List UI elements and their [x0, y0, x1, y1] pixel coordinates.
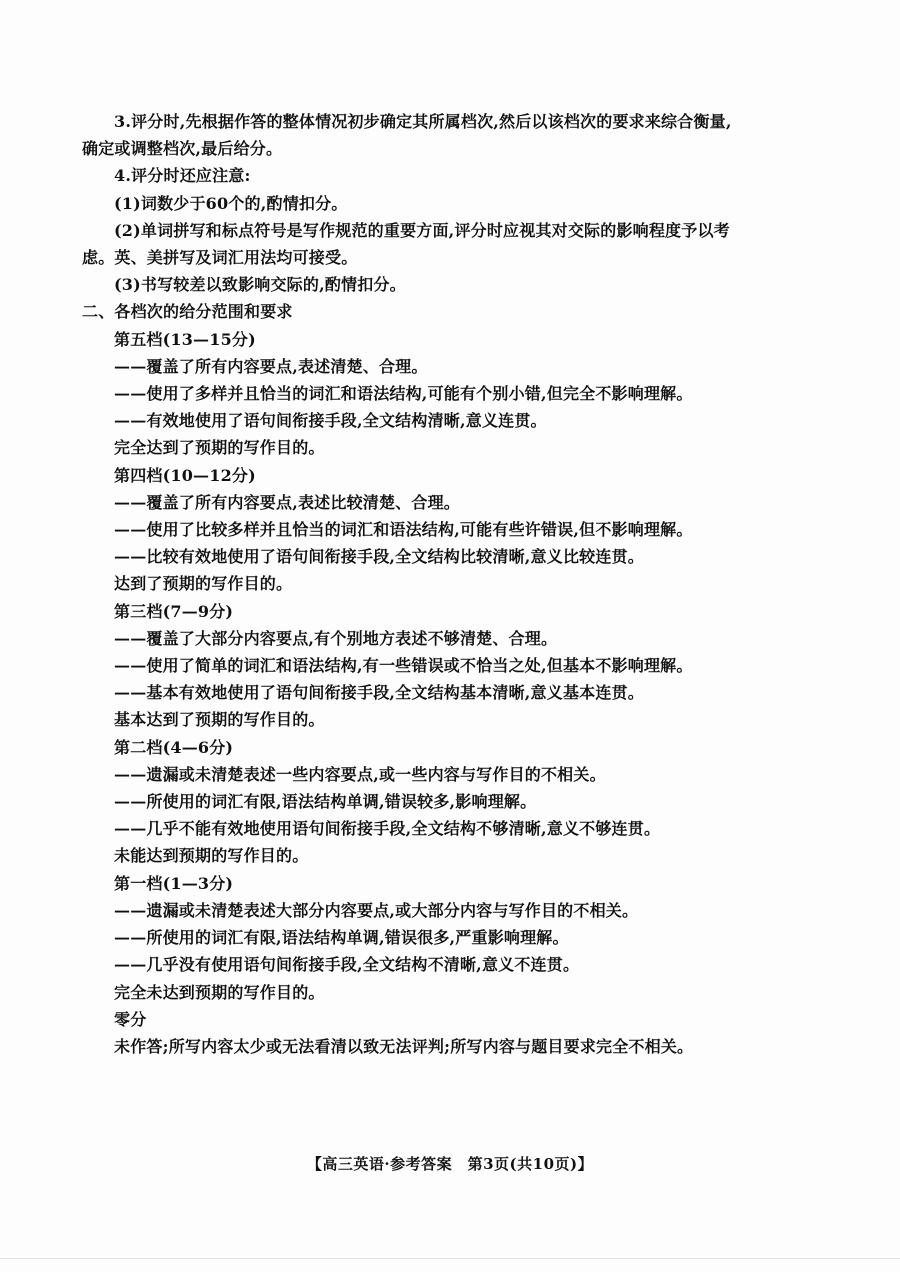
grade-heading: 零分	[114, 1009, 147, 1029]
criterion-line: ——覆盖了所有内容要点,表述清楚、合理。	[114, 356, 428, 376]
grade-summary: 基本达到了预期的写作目的。	[114, 710, 325, 730]
criterion-line: ——遗漏或未清楚表述大部分内容要点,或大部分内容与写作目的不相关。	[114, 900, 639, 920]
grade-heading: 第一档(1—3分)	[114, 873, 234, 893]
criterion-line: 未作答;所写内容太少或无法看清以致无法评判;所写内容与题目要求完全不相关。	[114, 1036, 694, 1056]
page-edge-divider	[0, 1258, 900, 1259]
criterion-line: ——覆盖了大部分内容要点,有个别地方表述不够清楚、合理。	[114, 628, 558, 648]
criterion-line: ——比较有效地使用了语句间衔接手段,全文结构比较清晰,意义比较连贯。	[114, 547, 644, 567]
page-footer: 【高三英语·参考答案 第3页(共10页)】	[306, 1155, 594, 1173]
criterion-line: ——几乎不能有效地使用语句间衔接手段,全文结构不够清晰,意义不够连贯。	[114, 819, 661, 839]
grade-heading: 第四档(10—12分)	[114, 465, 256, 485]
criterion-line: ——所使用的词汇有限,语法结构单调,错误很多,严重影响理解。	[114, 928, 569, 948]
criterion-line: ——遗漏或未清楚表述一些内容要点,或一些内容与写作目的不相关。	[114, 764, 606, 784]
text-line: 4.评分时还应注意:	[114, 166, 251, 186]
document-body	[82, 108, 822, 1060]
grade-summary: 达到了预期的写作目的。	[114, 574, 293, 594]
criterion-line: ——使用了多样并且恰当的词汇和语法结构,可能有个别小错,但完全不影响理解。	[114, 384, 693, 404]
grade-summary: 完全未达到预期的写作目的。	[114, 982, 325, 1002]
grade-summary: 未能达到预期的写作目的。	[114, 846, 309, 866]
grade-heading: 第二档(4—6分)	[114, 737, 234, 757]
criterion-line: ——所使用的词汇有限,语法结构单调,错误较多,影响理解。	[114, 792, 537, 812]
text-line: (3)书写较差以致影响交际的,酌情扣分。	[114, 275, 406, 295]
text-line: 虑。英、美拼写及词汇用法均可接受。	[82, 248, 358, 268]
grade-summary: 完全达到了预期的写作目的。	[114, 438, 325, 458]
section-heading: 二、各档次的给分范围和要求	[82, 302, 293, 322]
criterion-line: ——几乎没有使用语句间衔接手段,全文结构不清晰,意义不连贯。	[114, 955, 580, 975]
text-line: (2)单词拼写和标点符号是写作规范的重要方面,评分时应视其对交际的影响程度予以考	[114, 220, 730, 240]
grade-heading: 第五档(13—15分)	[114, 329, 256, 349]
criterion-line: ——使用了比较多样并且恰当的词汇和语法结构,可能有些许错误,但不影响理解。	[114, 520, 693, 540]
criterion-line: ——基本有效地使用了语句间衔接手段,全文结构基本清晰,意义基本连贯。	[114, 683, 644, 703]
criterion-line: ——覆盖了所有内容要点,表述比较清楚、合理。	[114, 492, 460, 512]
text-line: (1)词数少于60个的,酌情扣分。	[114, 193, 348, 213]
text-line: 3.评分时,先根据作答的整体情况初步确定其所属档次,然后以该档次的要求来综合衡量,	[114, 112, 732, 131]
criterion-line: ——使用了简单的词汇和语法结构,有一些错误或不恰当之处,但基本不影响理解。	[114, 656, 693, 676]
text-line: 确定或调整档次,最后给分。	[82, 139, 283, 159]
grade-heading: 第三档(7—9分)	[114, 601, 234, 621]
criterion-line: ——有效地使用了语句间衔接手段,全文结构清晰,意义连贯。	[114, 411, 547, 431]
